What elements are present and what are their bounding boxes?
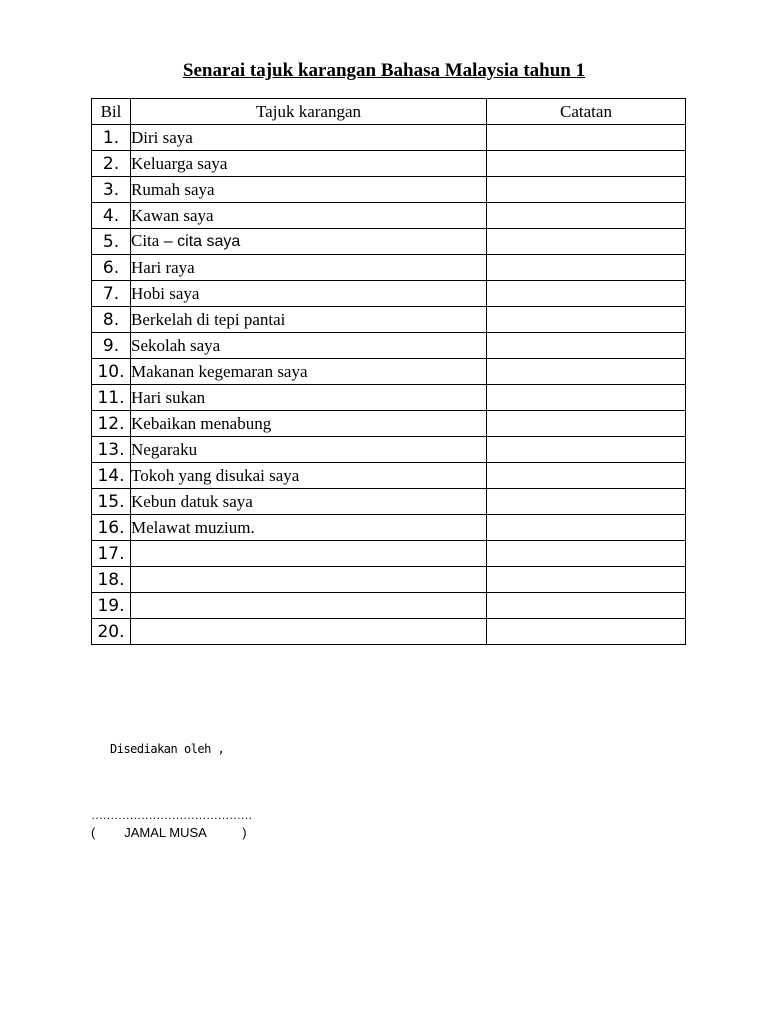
table-row — [92, 203, 686, 229]
row-number: 15. — [92, 489, 131, 515]
topic-cell — [131, 333, 487, 359]
topic-text: Diri saya — [131, 127, 193, 147]
topic-text: Berkelah di tepi pantai — [131, 309, 286, 329]
table-row — [92, 463, 686, 489]
topic-text: Hari raya — [131, 257, 195, 277]
topic-text: Melawat muzium. — [131, 517, 255, 537]
topic-cell — [131, 359, 487, 385]
notes-cell — [487, 255, 686, 281]
topic-cell — [131, 177, 487, 203]
notes-cell — [487, 515, 686, 541]
topic-text-extra: – cita saya — [159, 233, 241, 250]
notes-cell — [487, 229, 686, 255]
row-number: 18. — [92, 567, 131, 593]
row-number: 5. — [92, 229, 131, 255]
table-row — [92, 619, 686, 645]
topic-text: Sekolah saya — [131, 335, 221, 355]
header-tajuk-karangan: Tajuk karangan — [131, 99, 487, 125]
topic-cell — [131, 515, 487, 541]
row-number: 4. — [92, 203, 131, 229]
table-row — [92, 489, 686, 515]
notes-cell — [487, 307, 686, 333]
topic-cell — [131, 567, 487, 593]
document-title: Senarai tajuk karangan Bahasa Malaysia tahun 1 — [182, 60, 586, 81]
topic-text: Kawan saya — [131, 205, 214, 225]
topic-cell — [131, 229, 487, 255]
table-row — [92, 515, 686, 541]
header-catatan: Catatan — [487, 99, 686, 125]
row-number: 8. — [92, 307, 131, 333]
table-row — [92, 255, 686, 281]
notes-cell — [487, 151, 686, 177]
topic-text: Makanan kegemaran saya — [131, 361, 308, 381]
topic-text: Hobi saya — [131, 283, 200, 303]
table-row — [92, 541, 686, 567]
topic-cell — [131, 255, 487, 281]
topic-cell — [131, 489, 487, 515]
row-number: 11. — [92, 385, 131, 411]
notes-cell — [487, 437, 686, 463]
notes-cell — [487, 177, 686, 203]
topic-text: Rumah saya — [131, 179, 215, 199]
topic-cell — [131, 125, 487, 151]
topic-text: Keluarga saya — [131, 153, 228, 173]
topic-cell — [131, 203, 487, 229]
topic-cell — [131, 385, 487, 411]
table-row — [92, 593, 686, 619]
notes-cell — [487, 411, 686, 437]
topic-text: Hari sukan — [131, 387, 206, 407]
topic-text: Negaraku — [131, 439, 198, 459]
topics-table — [91, 98, 686, 645]
topic-text: Kebun datuk saya — [131, 491, 253, 511]
notes-cell — [487, 203, 686, 229]
notes-cell — [487, 333, 686, 359]
table-row — [92, 151, 686, 177]
table-row — [92, 411, 686, 437]
topic-cell — [131, 281, 487, 307]
table-row — [92, 281, 686, 307]
row-number: 16. — [92, 515, 131, 541]
row-number: 20. — [92, 619, 131, 645]
topic-text: Kebaikan menabung — [131, 413, 272, 433]
row-number: 14. — [92, 463, 131, 489]
signature-line: …………………………………… — [91, 808, 252, 822]
notes-cell — [487, 359, 686, 385]
notes-cell — [487, 385, 686, 411]
table-row — [92, 385, 686, 411]
notes-cell — [487, 281, 686, 307]
table-row — [92, 307, 686, 333]
topic-cell — [131, 619, 487, 645]
table-row — [92, 567, 686, 593]
row-number: 19. — [92, 593, 131, 619]
table-row — [92, 437, 686, 463]
topic-cell — [131, 593, 487, 619]
notes-cell — [487, 619, 686, 645]
table-row — [92, 125, 686, 151]
notes-cell — [487, 567, 686, 593]
prepared-by-label: Disediakan oleh , — [110, 742, 225, 756]
topic-text: Tokoh yang disukai saya — [131, 465, 300, 485]
header-bil: Bil — [92, 99, 131, 125]
topic-cell — [131, 307, 487, 333]
topic-cell — [131, 151, 487, 177]
row-number: 2. — [92, 151, 131, 177]
notes-cell — [487, 463, 686, 489]
row-number: 3. — [92, 177, 131, 203]
notes-cell — [487, 541, 686, 567]
row-number: 17. — [92, 541, 131, 567]
row-number: 10. — [92, 359, 131, 385]
table-header-row — [92, 99, 686, 125]
table-body — [92, 125, 686, 645]
row-number: 9. — [92, 333, 131, 359]
row-number: 7. — [92, 281, 131, 307]
row-number: 6. — [92, 255, 131, 281]
topic-cell — [131, 541, 487, 567]
row-number: 13. — [92, 437, 131, 463]
topic-cell — [131, 411, 487, 437]
table-row — [92, 177, 686, 203]
row-number: 1. — [92, 125, 131, 151]
signer-name: ( JAMAL MUSA ) — [91, 825, 247, 840]
notes-cell — [487, 593, 686, 619]
table-row — [92, 229, 686, 255]
table-row — [92, 333, 686, 359]
topic-cell — [131, 437, 487, 463]
notes-cell — [487, 125, 686, 151]
table-row — [92, 359, 686, 385]
notes-cell — [487, 489, 686, 515]
topic-text: Cita — [131, 231, 160, 250]
row-number: 12. — [92, 411, 131, 437]
topic-cell — [131, 463, 487, 489]
